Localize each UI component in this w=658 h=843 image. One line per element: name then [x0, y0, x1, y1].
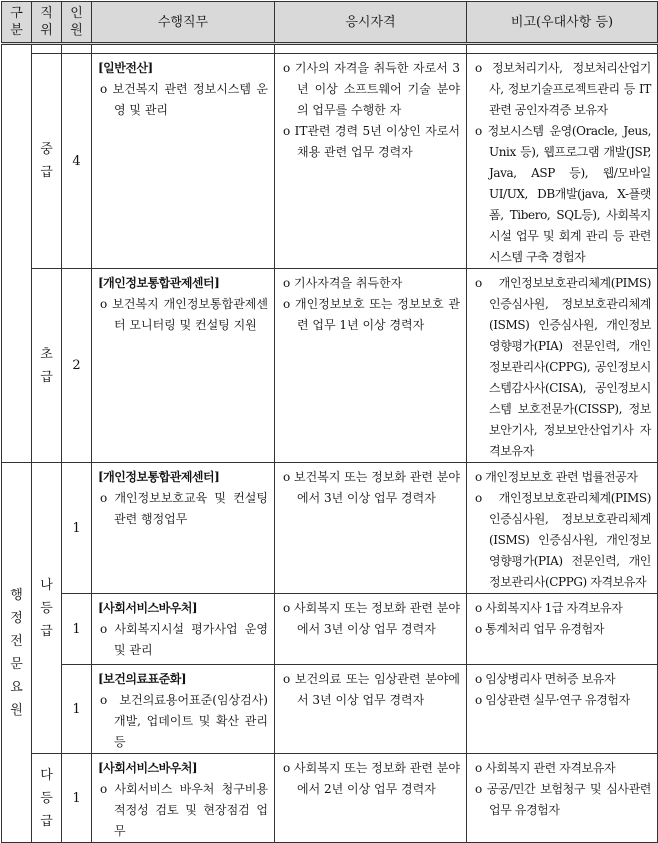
header-remarks: 비고(우대사항 등) [467, 2, 658, 44]
qualification-item: o 보건복지 또는 정보화 관련 분야에서 3년 이상 업무 경력자 [283, 470, 460, 505]
remark-item: o 정보시스템 운영(Oracle, Jeus, Unix 등), 웹프로그램 개발(JSP, Java, ASP 등), 웹/모바일 UI/UX, DB개발(java, X-플랫폼, Tibero, SQL등), 사회복지시설 업무 및 회계 관리 등 관련 시스템 구축 경험자 [475, 124, 651, 264]
qualification-item: o 개인정보보호 또는 정보보호 관련 업무 1년 이상 경력자 [283, 297, 460, 332]
remark-item: o 통계처리 업무 유경험자 [475, 622, 604, 636]
department-label: [개인정보통합관제센터] [98, 470, 220, 484]
qualification-cell [275, 665, 467, 754]
qualification-cell [275, 269, 467, 463]
qualification-cell [275, 463, 467, 594]
duty-cell [92, 54, 275, 269]
duty-cell [92, 754, 275, 843]
header-grade: 직위 [32, 2, 62, 44]
header-count: 인원 [62, 2, 92, 44]
grade-cell: 중급 [32, 54, 62, 269]
department-label: [일반전산] [98, 61, 153, 75]
remark-item: o 공공/민간 보험청구 및 심사관련 업무 유경험자 [475, 782, 651, 817]
count-cell: 1 [62, 665, 92, 754]
header-category: 구분 [2, 2, 32, 44]
duty-item: o 사회서비스 바우처 청구비용 적정성 검토 및 현장점검 업무 [100, 782, 268, 838]
grade-cell: 나등급 [32, 463, 62, 754]
count-cell: 1 [62, 594, 92, 665]
count-cell: 1 [62, 754, 92, 843]
qualification-item: o 기사자격을 취득한자 [283, 276, 403, 290]
department-label: [사회서비스바우처] [98, 761, 198, 775]
header-qualification: 응시자격 [275, 2, 467, 44]
duty-item: o 보건복지 관련 정보시스템 운영 및 관리 [100, 82, 268, 117]
count-cell: 1 [62, 463, 92, 594]
qualification-item: o 기사의 자격을 취득한 자로서 3년 이상 소프트웨어 기술 분야의 업무를 수행한 자 [283, 61, 460, 117]
qualification-item: o 보건의료 또는 임상관련 분야에서 3년 이상 업무 경력자 [283, 672, 460, 707]
table-row [2, 754, 658, 843]
qualification-item: o 사회복지 또는 정보화 관련 분야에서 2년 이상 업무 경력자 [283, 761, 460, 796]
remark-item: o 임상관련 실무·연구 유경험자 [475, 693, 630, 707]
remark-item: o 사회복지 관련 자격보유자 [475, 761, 616, 775]
remark-item: o 개인정보보호관리체계(PIMS) 인증심사원, 정보보호관리체계(ISMS) 인증심사원, 개인정보영향평가(PIA) 전문인력, 개인정보관리사(CPPG) 자격보유자 [475, 491, 651, 589]
table-row [2, 269, 658, 463]
grade-cell: 초급 [32, 269, 62, 463]
grade-cell: 다등급 [32, 754, 62, 843]
table-row [2, 594, 658, 665]
duty-cell [92, 665, 275, 754]
qualification-item: o 사회복지 또는 정보화 관련 분야에서 3년 이상 업무 경력자 [283, 601, 460, 636]
qualification-cell [275, 754, 467, 843]
table-row [2, 665, 658, 754]
duty-cell [92, 594, 275, 665]
header-duty: 수행직무 [92, 2, 275, 44]
remark-item: o 개인정보보호 관련 법률전공자 [475, 470, 638, 484]
duty-item: o 보건복지 개인정보통합관제센터 모니터링 및 컨설팅 지원 [100, 297, 268, 332]
count-cell: 2 [62, 269, 92, 463]
department-label: [보건의료표준화] [98, 672, 187, 686]
qualification-cell [275, 594, 467, 665]
category-cell [2, 44, 32, 463]
duty-item: o 사회복지시설 평가사업 운영 및 관리 [100, 622, 268, 657]
department-label: [사회서비스바우처] [98, 601, 198, 615]
department-label: [개인정보통합관제센터] [98, 276, 220, 290]
qualification-item: o IT관련 경력 5년 이상인 자로서 채용 관련 업무 경력자 [283, 124, 460, 159]
duty-item: o 보건의료용어표준(임상검사) 개발, 업데이트 및 확산 관리 등 [100, 693, 268, 749]
spacer-row [2, 44, 658, 54]
remark-item: o 개인정보보호관리체계(PIMS) 인증심사원, 정보보호관리체계(ISMS) 인증심사원, 개인정보영향평가(PIA) 전문인력, 개인정보관리사(CPPG), 공인정보시스템감사사(CISA), 공인정보시스템 보호전문가(CISSP), 정보보안기사, 정보보안산업기사 자격보유자 [475, 276, 651, 458]
category-cell: 행정전문요원 [2, 463, 32, 843]
remarks-cell [467, 754, 658, 843]
table-header-row [2, 2, 658, 44]
qualification-cell [275, 54, 467, 269]
duty-cell [92, 269, 275, 463]
remark-item: o 임상병리사 면허증 보유자 [475, 672, 616, 686]
table-row [2, 463, 658, 594]
table-row [2, 54, 658, 269]
remark-item: o 정보처리기사, 정보처리산업기사, 정보기술프로젝트관리 등 IT관련 공인자격증 보유자 [475, 61, 651, 117]
remark-item: o 사회복지사 1급 자격보유자 [475, 601, 623, 615]
remarks-cell [467, 54, 658, 269]
remarks-cell [467, 269, 658, 463]
recruitment-table [1, 1, 658, 843]
remarks-cell [467, 463, 658, 594]
remarks-cell [467, 665, 658, 754]
count-cell: 4 [62, 54, 92, 269]
remarks-cell [467, 594, 658, 665]
duty-cell [92, 463, 275, 594]
duty-item: o 개인정보보호교육 및 컨설팅 관련 행정업무 [100, 491, 268, 526]
